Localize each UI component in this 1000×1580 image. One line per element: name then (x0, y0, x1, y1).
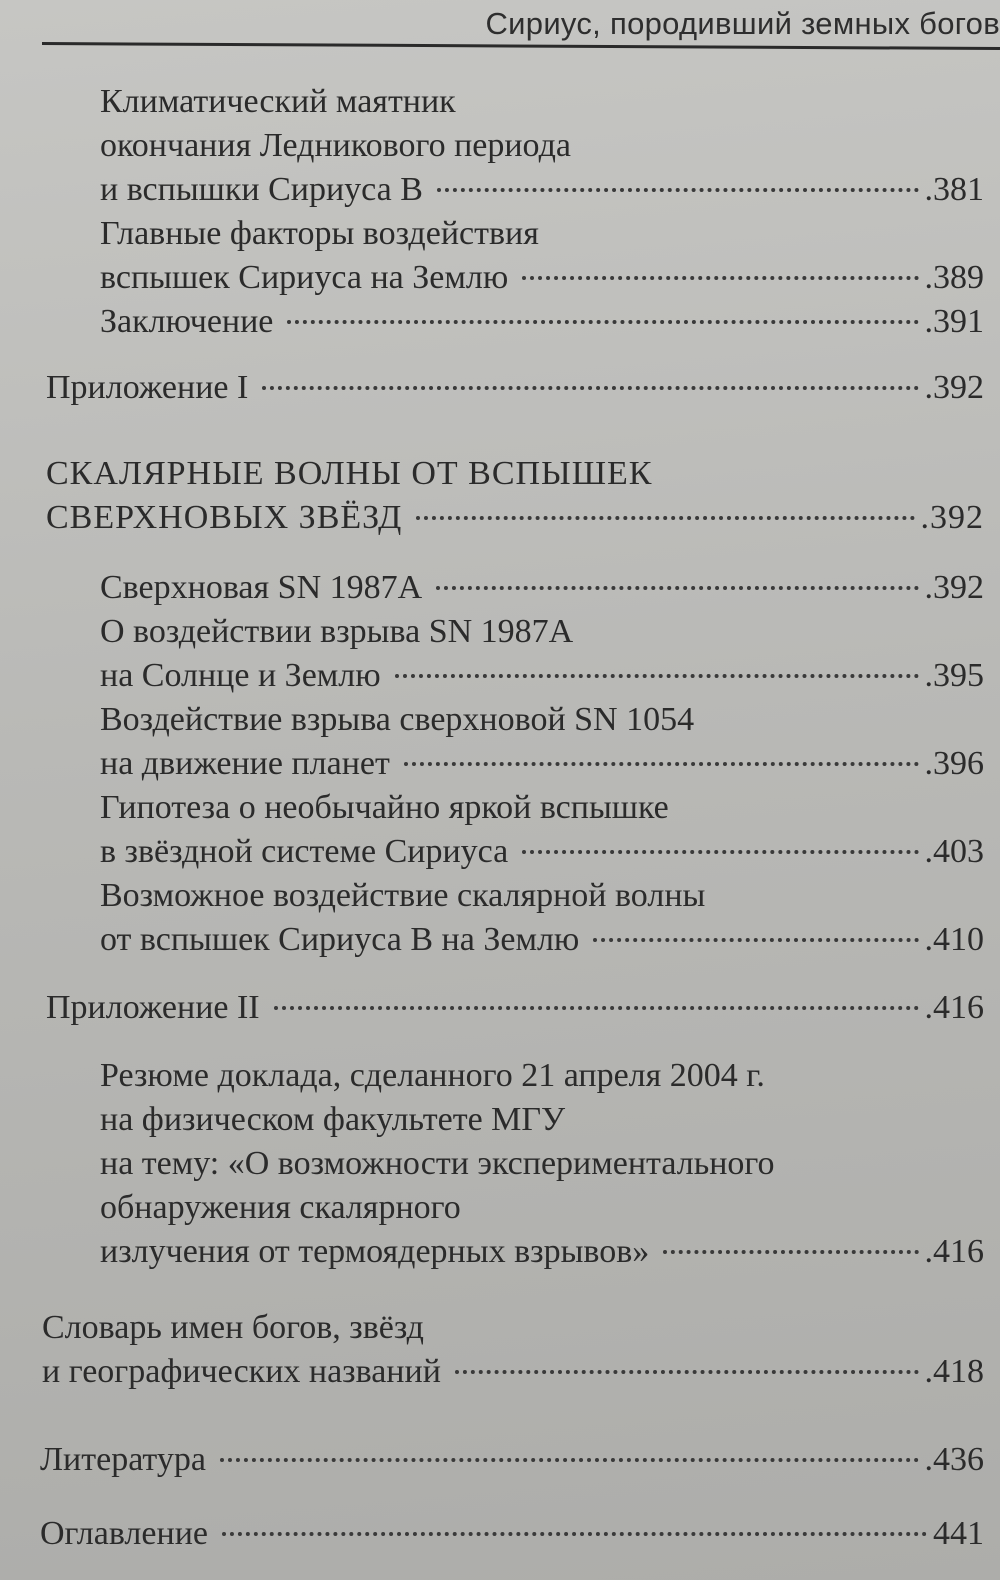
toc-page-number: .410 (924, 921, 984, 958)
toc-entry[interactable] (100, 610, 984, 698)
dot-leader (437, 188, 919, 192)
toc-entry-title-line: и географических названий (42, 1353, 441, 1390)
toc-entry-title-line: обнаружения скалярного (100, 1189, 461, 1226)
toc-entry-title-line: на движение планет (100, 745, 390, 782)
toc-page-number: 441 (933, 1515, 984, 1552)
toc-entry[interactable] (100, 874, 984, 962)
toc-entry-title-line: и вспышки Сириуса В (100, 171, 423, 208)
toc-entry[interactable] (46, 986, 984, 1030)
dot-leader (436, 586, 918, 590)
toc-entry-title-line: Приложение I (46, 369, 249, 406)
toc-entry-title-line: Воздействие взрыва сверхновой SN 1054 (100, 701, 695, 738)
toc-entry-title-line: вспышек Сириуса на Землю (100, 259, 509, 296)
toc-entry-title-line: окончания Ледникового периода (100, 127, 571, 164)
toc-page-number: .418 (924, 1353, 984, 1390)
toc-entry-title-line: О воздействии взрыва SN 1987А (100, 613, 574, 650)
toc-entry-title-line: СКАЛЯРНЫЕ ВОЛНЫ ОТ ВСПЫШЕК (46, 455, 653, 492)
toc-page-number: .392 (920, 499, 984, 536)
toc-entry-title-line: Литература (40, 1441, 206, 1478)
toc-page-number: .396 (924, 745, 984, 782)
toc-entry-title-line: Заключение (100, 303, 274, 340)
dot-leader (262, 386, 918, 390)
toc-page-number: .391 (924, 303, 984, 340)
dot-leader (404, 762, 919, 766)
dot-leader (274, 1006, 919, 1010)
toc-entry-title-line: Оглавление (40, 1515, 208, 1552)
toc-entry-title-line: в звёздной системе Сириуса (100, 833, 509, 870)
toc-entry-title-line: СВЕРХНОВЫХ ЗВЁЗД (46, 499, 403, 536)
toc-page-number: .392 (924, 569, 984, 606)
dot-leader (416, 516, 914, 520)
toc-page-number: .392 (924, 369, 984, 406)
toc-entry-title-line: Приложение II (46, 989, 260, 1026)
toc-entry[interactable] (100, 698, 984, 786)
toc-entry[interactable] (100, 786, 984, 874)
dot-leader (222, 1532, 927, 1536)
toc-entry[interactable] (46, 366, 984, 410)
toc-entry[interactable] (42, 1306, 984, 1394)
dot-leader (593, 938, 918, 942)
toc-entry-title-line: Словарь имен богов, звёзд (42, 1309, 424, 1346)
dot-leader (522, 276, 918, 280)
running-head: Сириус, породивший земных богов (485, 6, 1000, 41)
toc-entry-title-line: Сверхновая SN 1987А (100, 569, 423, 606)
toc-entry-title-line: Климатический маятник (100, 83, 456, 120)
dot-leader (395, 674, 919, 678)
toc-entry[interactable] (40, 1512, 984, 1556)
toc-entry-title-line: на физическом факультете МГУ (100, 1101, 566, 1138)
toc-page-number: .416 (924, 1233, 984, 1270)
toc-entry-title-line: на тему: «О возможности экспериментального (100, 1145, 775, 1182)
toc-page-number: .395 (924, 657, 984, 694)
dot-leader (522, 850, 918, 854)
toc-entry[interactable] (100, 80, 984, 212)
toc-page-number: .416 (924, 989, 984, 1026)
toc-entry-title-line: Резюме доклада, сделанного 21 апреля 2004 г. (100, 1057, 765, 1094)
toc-entry[interactable] (100, 1054, 984, 1274)
dot-leader (663, 1250, 918, 1254)
toc-entry[interactable] (100, 300, 984, 344)
toc-page-number: .403 (924, 833, 984, 870)
dot-leader (455, 1370, 919, 1374)
toc-page-number: .436 (924, 1441, 984, 1478)
dot-leader (220, 1458, 919, 1462)
toc-page-number: .389 (924, 259, 984, 296)
toc-entry-title-line: Главные факторы воздействия (100, 215, 539, 252)
toc-entry-title-line: Возможное воздействие скалярной волны (100, 877, 706, 914)
toc-entry-title-line: Гипотеза о необычайно яркой вспышке (100, 789, 669, 826)
toc-entry-title-line: на Солнце и Землю (100, 657, 381, 694)
toc-entry[interactable] (40, 1438, 984, 1482)
toc-entry[interactable] (100, 212, 984, 300)
toc-entry-title-line: излучения от термоядерных взрывов» (100, 1233, 650, 1270)
toc-section-heading[interactable] (46, 452, 984, 540)
dot-leader (287, 320, 918, 324)
toc-page-number: .381 (924, 171, 984, 208)
toc-entry[interactable] (100, 566, 984, 610)
toc-entry-title-line: от вспышек Сириуса В на Землю (100, 921, 580, 958)
